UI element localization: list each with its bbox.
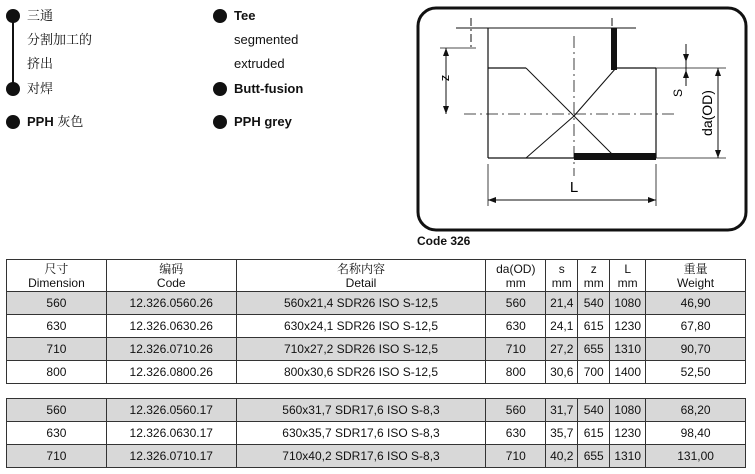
cell-l: 1080 — [610, 399, 646, 422]
cell-detail: 710x40,2 SDR17,6 ISO S-8,3 — [236, 445, 486, 468]
cell-s: 40,2 — [546, 445, 578, 468]
cell-s: 30,6 — [546, 361, 578, 384]
cell-z: 700 — [578, 361, 610, 384]
cell-z: 615 — [578, 422, 610, 445]
cell-z: 655 — [578, 445, 610, 468]
cell-dimension: 630 — [7, 422, 107, 445]
cell-code: 12.326.0630.26 — [106, 315, 236, 338]
header-z: z mm — [578, 260, 610, 292]
dim-l-label: L — [569, 179, 579, 196]
cell-da: 710 — [486, 338, 546, 361]
header-weight: 重量 Weight — [646, 260, 746, 292]
dim-s-label: S — [671, 88, 685, 98]
cell-z: 655 — [578, 338, 610, 361]
cell-weight: 52,50 — [646, 361, 746, 384]
cell-code: 12.326.0800.26 — [106, 361, 236, 384]
dim-z-label: z — [437, 74, 452, 82]
en-butt-fusion-bullet-icon — [213, 82, 227, 96]
cn-pph-code: PPH — [27, 114, 54, 129]
cell-da: 800 — [486, 361, 546, 384]
cell-s: 27,2 — [546, 338, 578, 361]
cell-detail: 630x24,1 SDR26 ISO S-12,5 — [236, 315, 486, 338]
cell-code: 12.326.0710.26 — [106, 338, 236, 361]
cn-pph-bullet-icon — [6, 115, 20, 129]
cell-l: 1230 — [610, 315, 646, 338]
header-dimension: 尺寸 Dimension — [7, 260, 107, 292]
cell-code: 12.326.0710.17 — [106, 445, 236, 468]
cn-butt-fusion-label: 对焊 — [27, 81, 54, 96]
cell-dimension: 710 — [7, 338, 107, 361]
cell-l: 1310 — [610, 445, 646, 468]
cn-tee-bullet-icon — [6, 9, 20, 23]
cell-weight: 68,20 — [646, 399, 746, 422]
table-row — [7, 338, 746, 361]
en-tee-label: Tee — [234, 8, 256, 23]
cell-detail: 800x30,6 SDR26 ISO S-12,5 — [236, 361, 486, 384]
table-body — [7, 292, 746, 468]
header-da: da(OD) mm — [486, 260, 546, 292]
cell-weight: 131,00 — [646, 445, 746, 468]
cell-code: 12.326.0630.17 — [106, 422, 236, 445]
cell-dimension: 560 — [7, 399, 107, 422]
cell-weight: 90,70 — [646, 338, 746, 361]
en-butt-fusion-label: Butt-fusion — [234, 81, 304, 96]
cell-da: 560 — [486, 292, 546, 315]
separator-cell — [7, 384, 746, 399]
header-detail: 名称内容 Detail — [236, 260, 486, 292]
header-l: L mm — [610, 260, 646, 292]
table-row — [7, 399, 746, 422]
cell-detail: 710x27,2 SDR26 ISO S-12,5 — [236, 338, 486, 361]
table-group-separator — [7, 384, 746, 399]
cell-weight: 67,80 — [646, 315, 746, 338]
table-row — [7, 422, 746, 445]
product-code-label: Code 326 — [417, 234, 471, 248]
dim-da-label: da(OD) — [699, 90, 715, 136]
drawing-frame — [418, 8, 746, 230]
cell-z: 540 — [578, 399, 610, 422]
header-code: 编码 Code — [106, 260, 236, 292]
spec-table — [6, 259, 746, 468]
cell-da: 560 — [486, 399, 546, 422]
cell-weight: 46,90 — [646, 292, 746, 315]
cn-pph-grey-label — [27, 114, 83, 130]
cell-l: 1310 — [610, 338, 646, 361]
cell-z: 615 — [578, 315, 610, 338]
cn-segmented-label: 分割加工的 — [27, 32, 93, 47]
cn-pph-grey-text: 灰色 — [57, 114, 84, 129]
cell-s: 24,1 — [546, 315, 578, 338]
cell-da: 630 — [486, 422, 546, 445]
cell-code: 12.326.0560.17 — [106, 399, 236, 422]
table-row — [7, 292, 746, 315]
tee-technical-drawing — [416, 6, 748, 232]
table-row — [7, 445, 746, 468]
cell-dimension: 560 — [7, 292, 107, 315]
en-extruded-label: extruded — [234, 56, 285, 71]
cell-da: 630 — [486, 315, 546, 338]
cell-code: 12.326.0560.26 — [106, 292, 236, 315]
cell-dimension: 710 — [7, 445, 107, 468]
en-pph-grey-label: PPH grey — [234, 114, 292, 129]
cell-s: 21,4 — [546, 292, 578, 315]
cell-weight: 98,40 — [646, 422, 746, 445]
cell-dimension: 630 — [7, 315, 107, 338]
table-row — [7, 361, 746, 384]
cell-detail: 560x21,4 SDR26 ISO S-12,5 — [236, 292, 486, 315]
en-segmented-label: segmented — [234, 32, 299, 47]
cn-connector-line — [12, 22, 14, 84]
cell-l: 1080 — [610, 292, 646, 315]
cn-butt-fusion-bullet-icon — [6, 82, 20, 96]
cn-tee-label: 三通 — [27, 8, 54, 23]
cell-l: 1400 — [610, 361, 646, 384]
cell-l: 1230 — [610, 422, 646, 445]
en-tee-bullet-icon — [213, 9, 227, 23]
cn-extruded-label: 挤出 — [27, 56, 54, 71]
cell-detail: 560x31,7 SDR17,6 ISO S-8,3 — [236, 399, 486, 422]
cell-s: 31,7 — [546, 399, 578, 422]
table-row — [7, 315, 746, 338]
en-pph-bullet-icon — [213, 115, 227, 129]
legend — [0, 0, 400, 140]
cell-s: 35,7 — [546, 422, 578, 445]
cell-dimension: 800 — [7, 361, 107, 384]
cell-da: 710 — [486, 445, 546, 468]
header-s: s mm — [546, 260, 578, 292]
cell-z: 540 — [578, 292, 610, 315]
table-header-row — [7, 260, 746, 292]
cell-detail: 630x35,7 SDR17,6 ISO S-8,3 — [236, 422, 486, 445]
